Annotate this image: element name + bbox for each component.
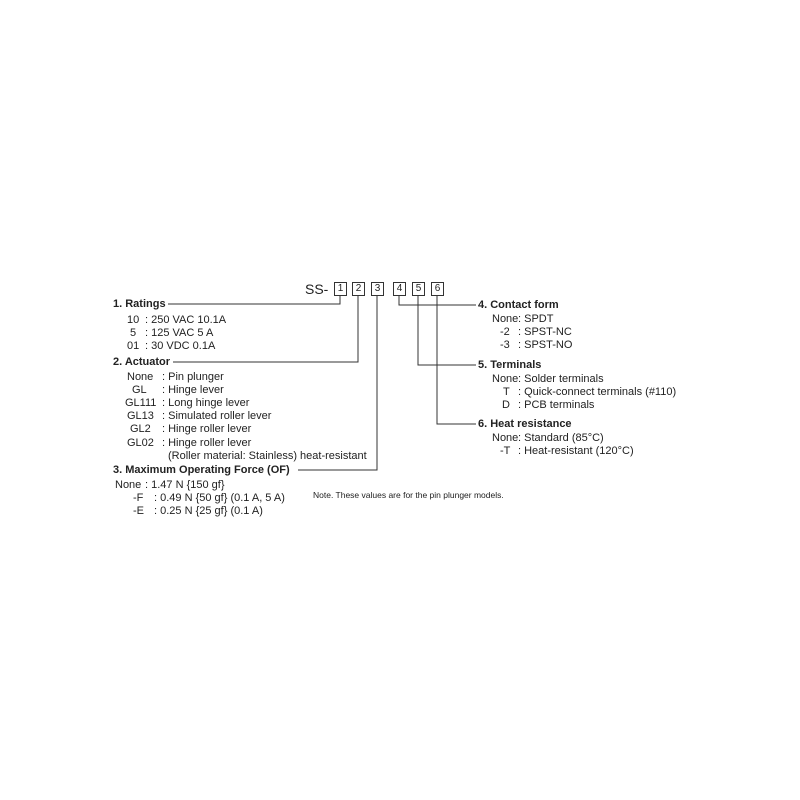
terminals-code: None <box>492 373 519 385</box>
actuator-desc: : Hinge roller lever <box>162 423 252 435</box>
code-box-1: 1 <box>334 282 347 296</box>
ratings-desc: : 30 VDC 0.1A <box>145 340 216 352</box>
force-code: -F <box>133 492 144 504</box>
actuator-desc: : Hinge lever <box>162 384 224 396</box>
ratings-desc: : 125 VAC 5 A <box>145 327 214 339</box>
actuator-desc: : Simulated roller lever <box>162 410 272 422</box>
actuator-desc: : Long hinge lever <box>162 397 250 409</box>
heat-code: None <box>492 432 519 444</box>
actuator-code: None <box>127 371 154 383</box>
force-desc: : 0.25 N {25 gf} (0.1 A) <box>154 505 263 517</box>
force-code: None <box>115 479 142 491</box>
contact-desc: : SPST-NO <box>518 339 573 351</box>
terminals-code: T <box>503 386 510 398</box>
actuator-code: GL <box>132 384 147 396</box>
actuator-desc: : Pin plunger <box>162 371 224 383</box>
part-code-prefix: SS- <box>305 281 329 297</box>
heat-code: -T <box>500 445 511 457</box>
ratings-code: 5 <box>130 327 137 339</box>
connector-6 <box>437 295 476 424</box>
ratings-code: 10 <box>127 314 140 326</box>
code-box-2: 2 <box>352 282 365 296</box>
terminals-desc: : Quick-connect terminals (#110) <box>518 386 677 398</box>
force-desc: : 1.47 N {150 gf} <box>145 479 225 491</box>
code-box-6: 6 <box>431 282 444 296</box>
terminals-code: D <box>502 399 510 411</box>
terminals-heading: 5. Terminals <box>478 359 542 371</box>
ratings-heading: 1. Ratings <box>113 298 166 310</box>
actuator-desc: : Hinge roller lever <box>162 437 252 449</box>
heat-desc: : Standard (85°C) <box>518 432 604 444</box>
force-code: -E <box>133 505 144 517</box>
connector-3 <box>298 295 377 470</box>
force-heading: 3. Maximum Operating Force (OF) <box>113 464 290 476</box>
contact-desc: : SPST-NC <box>518 326 572 338</box>
contact-heading: 4. Contact form <box>478 299 559 311</box>
actuator-code: GL02 <box>127 437 154 449</box>
actuator-code: GL13 <box>127 410 154 422</box>
heat-heading: 6. Heat resistance <box>478 418 572 430</box>
contact-code: -3 <box>500 339 510 351</box>
heat-desc: : Heat-resistant (120°C) <box>518 445 634 457</box>
ratings-desc: : 250 VAC 10.1A <box>145 314 227 326</box>
ratings-code: 01 <box>127 340 140 352</box>
terminals-desc: : Solder terminals <box>518 373 604 385</box>
code-box-4: 4 <box>393 282 406 296</box>
actuator-roller-note: (Roller material: Stainless) heat-resistant <box>168 450 367 462</box>
force-desc: : 0.49 N {50 gf} (0.1 A, 5 A) <box>154 492 285 504</box>
contact-desc: : SPDT <box>518 313 554 325</box>
code-box-3: 3 <box>371 282 384 296</box>
terminals-desc: : PCB terminals <box>518 399 595 411</box>
actuator-code: GL2 <box>130 423 151 435</box>
contact-code: -2 <box>500 326 510 338</box>
actuator-code: GL111 <box>125 397 157 409</box>
code-box-5: 5 <box>412 282 425 296</box>
contact-code: None <box>492 313 519 325</box>
footnote: Note. These values are for the pin plunger models. <box>313 490 504 500</box>
actuator-heading: 2. Actuator <box>113 356 171 368</box>
